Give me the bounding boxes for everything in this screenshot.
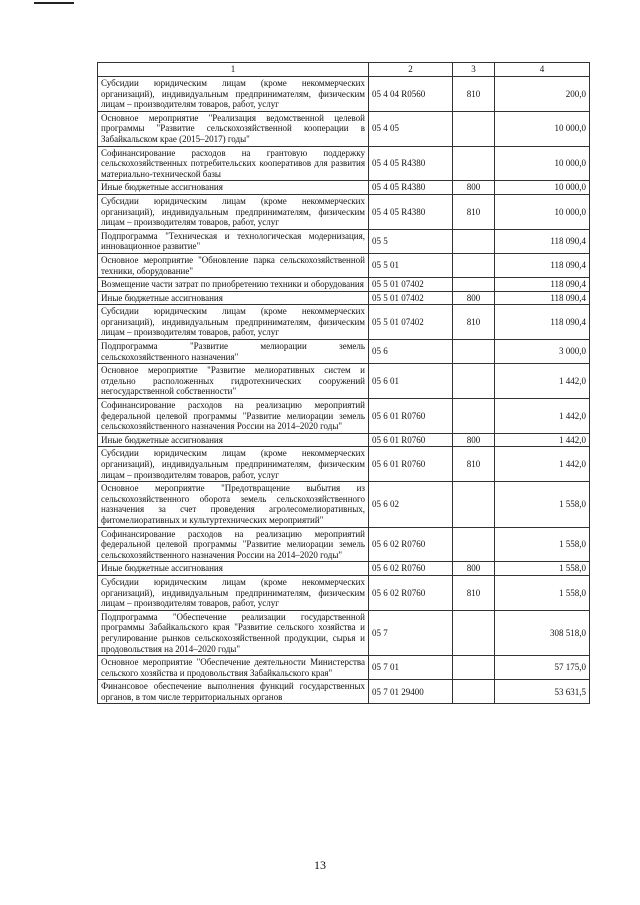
cell-type [453, 364, 495, 399]
cell-code: 05 4 05 [369, 111, 453, 146]
cell-code: 05 5 [369, 229, 453, 253]
cell-name: Субсидии юридическим лицам (кроме некоммерческих организаций), индивидуальным предпринимателям, физическим лицам – производителям товаров, работ, услуг [98, 447, 369, 482]
cell-amount: 118 090,4 [495, 253, 590, 277]
header-cell-amount: 4 [495, 63, 590, 77]
cell-name: Иные бюджетные ассигнования [98, 291, 369, 305]
header-cell-type: 3 [453, 63, 495, 77]
table-row [98, 610, 590, 655]
cell-amount: 1 442,0 [495, 447, 590, 482]
table-row [98, 656, 590, 680]
cell-code: 05 6 [369, 340, 453, 364]
cell-amount: 118 090,4 [495, 278, 590, 292]
header-cell-name: 1 [98, 63, 369, 77]
cell-amount: 118 090,4 [495, 229, 590, 253]
table-header-row [98, 63, 590, 77]
cell-name: Субсидии юридическим лицам (кроме некоммерческих организаций), индивидуальным предпринимателям, физическим лицам – производителям товаров, работ, услуг [98, 77, 369, 112]
cell-type: 810 [453, 575, 495, 610]
cell-name: Основное мероприятие "Обеспечение деятельности Министерства сельского хозяйства и продовольствия Забайкальского края" [98, 656, 369, 680]
cell-amount: 10 000,0 [495, 181, 590, 195]
table-row [98, 680, 590, 704]
cell-name: Софинансирование расходов на реализацию мероприятий федеральной целевой программы "Развитие мелиорации земель сельскохозяйственного назначения России на 2014–2020 годы" [98, 399, 369, 434]
cell-type [453, 680, 495, 704]
cell-code: 05 7 01 [369, 656, 453, 680]
table-row [98, 77, 590, 112]
cell-name: Субсидии юридическим лицам (кроме некоммерческих организаций), индивидуальным предпринимателям, физическим лицам – производителям товаров, работ, услуг [98, 305, 369, 340]
cell-name: Иные бюджетные ассигнования [98, 433, 369, 447]
table-row [98, 340, 590, 364]
cell-amount: 1 558,0 [495, 527, 590, 562]
table-body [98, 77, 590, 704]
cell-type [453, 399, 495, 434]
cell-amount: 1 442,0 [495, 364, 590, 399]
cell-code: 05 6 01 R0760 [369, 447, 453, 482]
cell-type: 810 [453, 194, 495, 229]
cell-type [453, 229, 495, 253]
cell-type: 810 [453, 77, 495, 112]
cell-code: 05 7 01 29400 [369, 680, 453, 704]
page-number: 13 [314, 858, 326, 872]
table-row [98, 278, 590, 292]
cell-type [453, 253, 495, 277]
cell-type [453, 656, 495, 680]
cell-name: Иные бюджетные ассигнования [98, 562, 369, 576]
cell-amount: 118 090,4 [495, 305, 590, 340]
cell-code: 05 6 02 R0760 [369, 527, 453, 562]
cell-amount: 3 000,0 [495, 340, 590, 364]
cell-code: 05 6 02 R0760 [369, 562, 453, 576]
cell-code: 05 6 01 R0760 [369, 433, 453, 447]
cell-name: Основное мероприятие "Реализация ведомственной целевой программы "Развитие сельскохозяйственной кооперации в Забайкальском крае (2015–2017) годы" [98, 111, 369, 146]
cell-code: 05 5 01 07402 [369, 278, 453, 292]
cell-amount: 53 631,5 [495, 680, 590, 704]
cell-type: 800 [453, 181, 495, 195]
table-row [98, 364, 590, 399]
cell-code: 05 5 01 07402 [369, 291, 453, 305]
cell-name: Финансовое обеспечение выполнения функций государственных органов, в том числе территориальных органов [98, 680, 369, 704]
cell-name: Софинансирование расходов на реализацию мероприятий федеральной целевой программы "Развитие мелиорации земель сельскохозяйственного назначения России на 2014–2020 годы" [98, 527, 369, 562]
cell-type [453, 610, 495, 655]
cell-code: 05 5 01 [369, 253, 453, 277]
table-row [98, 527, 590, 562]
cell-name: Подпрограмма "Техническая и технологическая модернизация, инновационное развитие" [98, 229, 369, 253]
cell-code: 05 6 02 [369, 482, 453, 527]
table-row [98, 181, 590, 195]
cell-code: 05 7 [369, 610, 453, 655]
table-row [98, 562, 590, 576]
table-row [98, 229, 590, 253]
cell-name: Иные бюджетные ассигнования [98, 181, 369, 195]
cell-type [453, 111, 495, 146]
corner-mark [34, 2, 74, 4]
cell-type [453, 340, 495, 364]
cell-name: Основное мероприятие "Обновление парка сельскохозяйственной техники, оборудование" [98, 253, 369, 277]
cell-name: Основное мероприятие "Развитие мелиоративных систем и отдельно расположенных гидротехнических сооружений негосударственной собственности" [98, 364, 369, 399]
cell-name: Субсидии юридическим лицам (кроме некоммерческих организаций), индивидуальным предпринимателям, физическим лицам – производителям товаров, работ, услуг [98, 575, 369, 610]
cell-amount: 10 000,0 [495, 111, 590, 146]
cell-code: 05 6 01 R0760 [369, 399, 453, 434]
cell-name: Возмещение части затрат по приобретению техники и оборудования [98, 278, 369, 292]
cell-amount: 10 000,0 [495, 194, 590, 229]
cell-code: 05 6 02 R0760 [369, 575, 453, 610]
cell-amount: 1 442,0 [495, 433, 590, 447]
cell-type: 800 [453, 562, 495, 576]
cell-name: Основное мероприятие "Предотвращение выбытия из сельскохозяйственного оборота земель сельскохозяйственного назначения за счет проведения агролесомелиоративных, фитомелиоративных и культуртехнических мероприятий" [98, 482, 369, 527]
cell-code: 05 4 05 R4380 [369, 194, 453, 229]
table-row [98, 433, 590, 447]
table-row [98, 482, 590, 527]
cell-amount: 10 000,0 [495, 146, 590, 181]
cell-type: 800 [453, 291, 495, 305]
cell-type [453, 482, 495, 527]
table-row [98, 253, 590, 277]
cell-amount: 1 442,0 [495, 399, 590, 434]
table-row [98, 399, 590, 434]
cell-name: Подпрограмма "Развитие мелиорации земель сельскохозяйственного назначения" [98, 340, 369, 364]
cell-code: 05 6 01 [369, 364, 453, 399]
cell-name: Субсидии юридическим лицам (кроме некоммерческих организаций), индивидуальным предпринимателям, физическим лицам – производителям товаров, работ, услуг [98, 194, 369, 229]
cell-code: 05 4 05 R4380 [369, 181, 453, 195]
table-row [98, 305, 590, 340]
cell-type [453, 527, 495, 562]
cell-amount: 200,0 [495, 77, 590, 112]
table-row [98, 575, 590, 610]
cell-amount: 1 558,0 [495, 482, 590, 527]
cell-type: 800 [453, 433, 495, 447]
cell-amount: 57 175,0 [495, 656, 590, 680]
table-row [98, 194, 590, 229]
cell-name: Подпрограмма "Обеспечение реализации государственной программы Забайкальского края "Развитие сельского хозяйства и регулирование рынков сельскохозяйственной продукции, сырья и продовольствия на 2014–2020 годы" [98, 610, 369, 655]
cell-code: 05 4 04 R0560 [369, 77, 453, 112]
cell-amount: 308 518,0 [495, 610, 590, 655]
cell-code: 05 4 05 R4380 [369, 146, 453, 181]
cell-amount: 118 090,4 [495, 291, 590, 305]
cell-type: 810 [453, 447, 495, 482]
cell-code: 05 5 01 07402 [369, 305, 453, 340]
header-cell-code: 2 [369, 63, 453, 77]
cell-type [453, 278, 495, 292]
table-row [98, 111, 590, 146]
cell-type [453, 146, 495, 181]
cell-amount: 1 558,0 [495, 575, 590, 610]
budget-table [97, 62, 590, 704]
table-row [98, 447, 590, 482]
table-row [98, 291, 590, 305]
cell-amount: 1 558,0 [495, 562, 590, 576]
cell-type: 810 [453, 305, 495, 340]
cell-name: Софинансирование расходов на грантовую поддержку сельскохозяйственных потребительских кооперативов для развития материально-технической базы [98, 146, 369, 181]
table-row [98, 146, 590, 181]
